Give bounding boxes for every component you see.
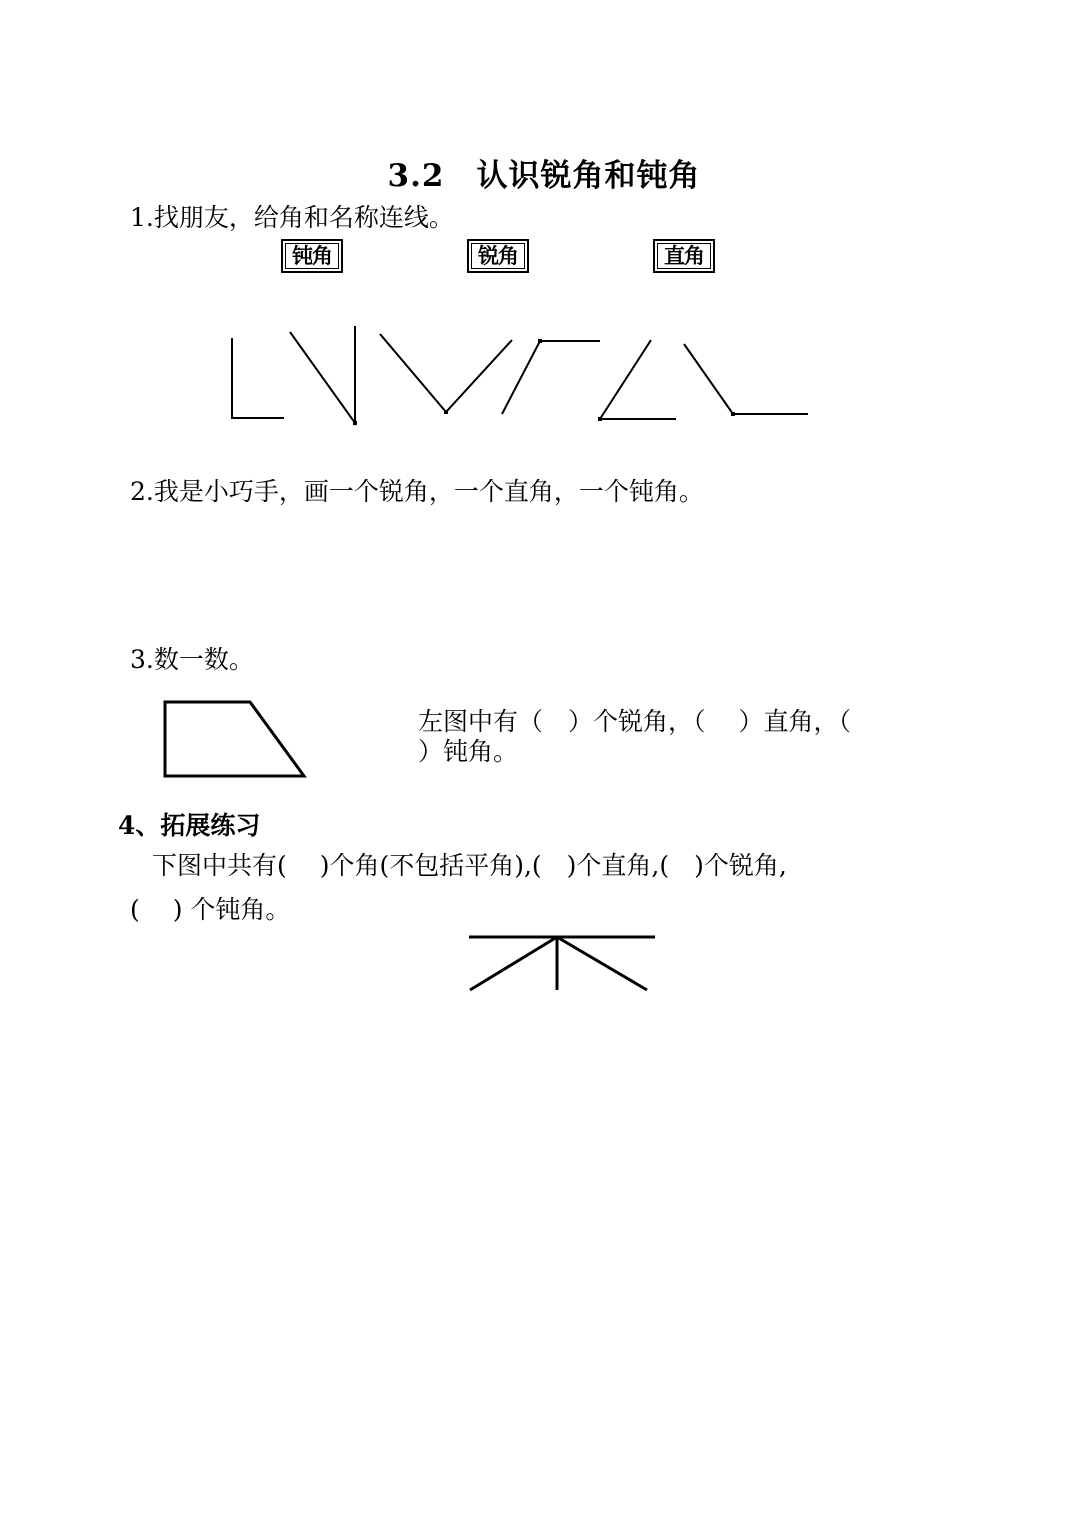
angle-figure-6: [684, 344, 808, 416]
question-3-prompt: 3.数一数。: [130, 645, 254, 674]
angle-figure-2: [290, 326, 357, 425]
angle-figure-5: [598, 340, 676, 421]
question-4-line2: ( ) 个钝角。: [130, 895, 291, 924]
angle-figure-1: [232, 338, 284, 418]
question-3-text-line2: ）钝角。: [418, 737, 519, 766]
extension-figure: [469, 937, 655, 990]
page-title: 3.2 认识锐角和钝角: [387, 158, 701, 194]
question-4-line1: 下图中共有( )个角(不包括平角),( )个直角,( )个锐角,: [152, 851, 787, 880]
name-box-acute: 锐角: [467, 239, 529, 273]
question-4-heading: 4、拓展练习: [118, 811, 261, 840]
angle-figure-3: [380, 334, 512, 414]
angle-figure-4: [502, 339, 600, 414]
question-3-text-line1: 左图中有（ ）个锐角，（ ）直角，（: [418, 707, 851, 736]
name-box-right: 直角: [653, 239, 715, 273]
question-2-prompt: 2.我是小巧手，画一个锐角，一个直角，一个钝角。: [130, 477, 704, 506]
trapezoid-figure: [165, 702, 304, 776]
question-1-prompt: 1.找朋友，给角和名称连线。: [130, 203, 454, 232]
name-box-obtuse: 钝角: [281, 239, 343, 273]
